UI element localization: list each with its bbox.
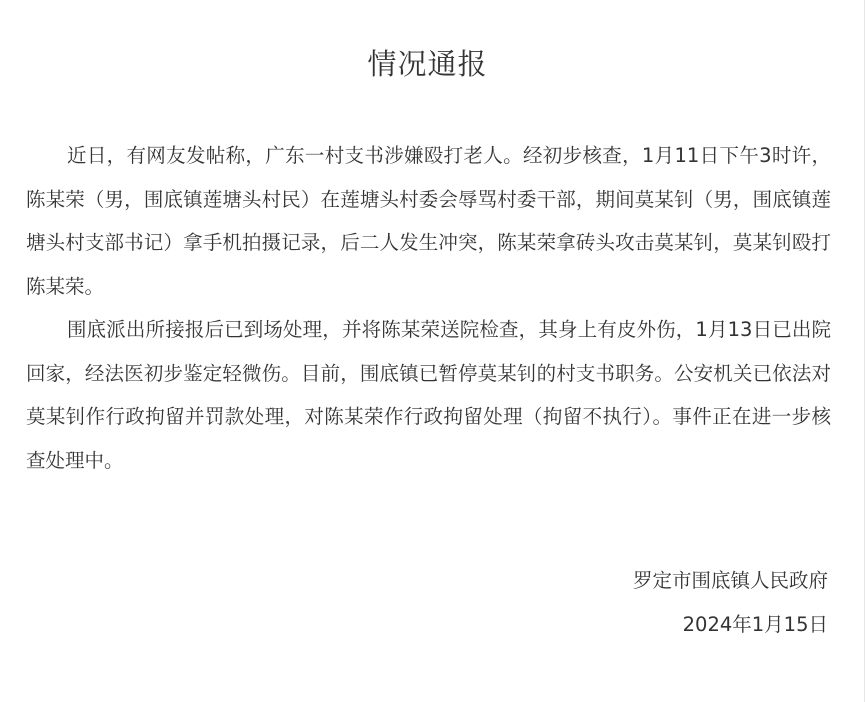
paragraph-2: 围底派出所接报后已到场处理，并将陈某荣送院检查，其身上有皮外伤，1月13日已出院回家，经法医初步鉴定轻微伤。目前，围底镇已暂停莫某钊的村支书职务。公安机关已依法对莫某钊作行政拘留并罚款处理，对陈某荣作行政拘留处理（拘留不执行）。事件正在进一步核查处理中。: [26, 318, 831, 472]
document-title: 情况通报: [367, 47, 488, 81]
document-body: [26, 134, 831, 482]
issue-date: 2024年1月15日: [682, 613, 828, 636]
paragraph-1: 近日，有网友发帖称，广东一村支书涉嫌殴打老人。经初步核查，1月11日下午3时许，陈某荣（男，围底镇莲塘头村民）在莲塘头村委会辱骂村委干部，期间莫某钊（男，围底镇莲塘头村支部书记）拿手机拍摄记录，后二人发生冲突，陈某荣拿砖头攻击莫某钊，莫某钊殴打陈某荣。: [26, 144, 831, 298]
issuer-signature: 罗定市围底镇人民政府: [632, 569, 828, 592]
